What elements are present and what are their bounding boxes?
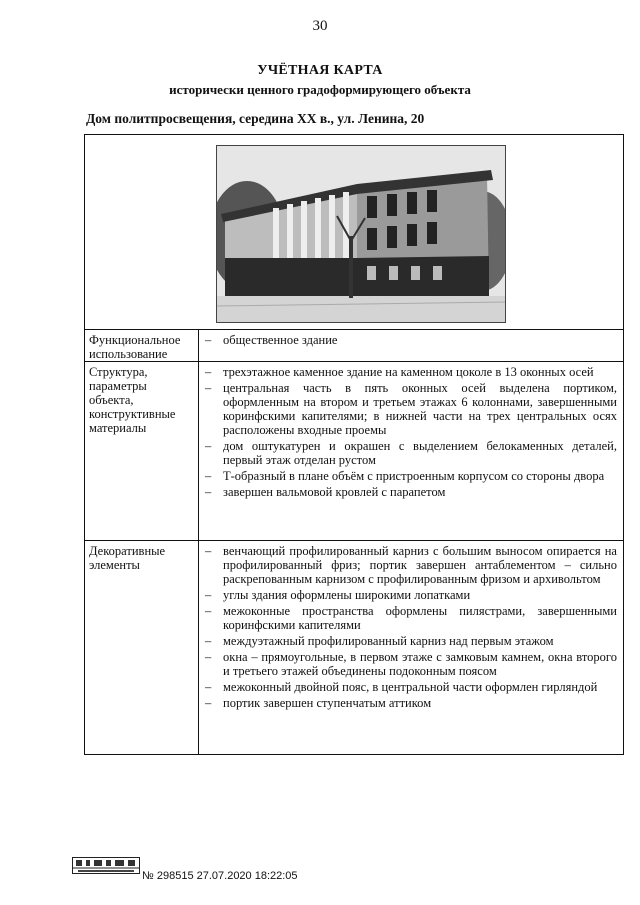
registration-stamp-icon <box>72 857 140 874</box>
list-item: – межоконный двойной пояс, в центральной части оформлен гирляндой <box>205 680 598 694</box>
row-structure <box>85 362 623 541</box>
row-decorative <box>85 541 623 754</box>
dash-marker: – <box>205 544 212 558</box>
list-item: – венчающий профилированный карниз с большим выносом опирается на профилированный фриз; портик завершен антаблементом – сильно раскрепованным карнизом с профилированным фризом и архивольтом <box>205 544 617 586</box>
record-card-table <box>84 134 624 755</box>
title-block <box>0 63 640 98</box>
dash-marker: – <box>205 469 212 483</box>
functional-use-items <box>199 330 623 361</box>
list-item: – междуэтажный профилированный карниз над первым этажом <box>205 634 554 648</box>
dash-marker: – <box>205 333 212 347</box>
document-subtitle: исторически ценного градоформирующего объекта <box>169 82 471 97</box>
list-item: – портик завершен ступенчатым аттиком <box>205 696 432 710</box>
dash-marker: – <box>205 696 212 710</box>
building-photo <box>216 145 506 323</box>
list-item: – дом оштукатурен и окрашен с выделением белокаменных деталей, первый этаж отделан рустом <box>205 439 617 467</box>
functional-use-label: Функциональное использование <box>85 330 199 361</box>
list-item: – завершен вальмовой кровлей с парапетом <box>205 485 446 499</box>
dash-marker: – <box>205 680 212 694</box>
row-functional-use <box>85 330 623 362</box>
decorative-items <box>199 541 623 754</box>
decorative-label: Декоративные элементы <box>85 541 199 754</box>
dash-marker: – <box>205 365 212 379</box>
list-item: – углы здания оформлены широкими лопатками <box>205 588 471 602</box>
list-item: – окна – прямоугольные, в первом этаже с замковым камнем, окна второго и третьего этажей объединены подоконным поясом <box>205 650 617 678</box>
structure-items <box>199 362 623 540</box>
building-heading: Дом политпросвещения, середина XX в., ул. Ленина, 20 <box>86 111 425 126</box>
structure-label: Структура, параметры объекта, конструктивные материалы <box>85 362 199 540</box>
dash-marker: – <box>205 485 212 499</box>
list-item: – общественное здание <box>205 333 338 347</box>
dash-marker: – <box>205 650 212 664</box>
document-title: УЧЁТНАЯ КАРТА <box>257 63 383 78</box>
dash-marker: – <box>205 588 212 602</box>
photo-row <box>85 135 623 330</box>
list-item: – межоконные пространства оформлены пилястрами, завершенными коринфскими капителями <box>205 604 617 632</box>
dash-marker: – <box>205 439 212 453</box>
list-item: – Т-образный в плане объём с пристроенным корпусом со стороны двора <box>205 469 605 483</box>
list-item: – трехэтажное каменное здание на каменном цоколе в 13 оконных осей <box>205 365 594 379</box>
list-item: – центральная часть в пять оконных осей выделена портиком, оформленным на втором и третьем этажах 6 колоннами, завершенными коринфскими капителями; в нижней части на трех центральных осях расположены входные проемы <box>205 381 617 437</box>
dash-marker: – <box>205 381 212 395</box>
dash-marker: – <box>205 634 212 648</box>
document-registration-number: № 298515 27.07.2020 18:22:05 <box>142 870 298 882</box>
page-number: 30 <box>312 18 328 34</box>
dash-marker: – <box>205 604 212 618</box>
